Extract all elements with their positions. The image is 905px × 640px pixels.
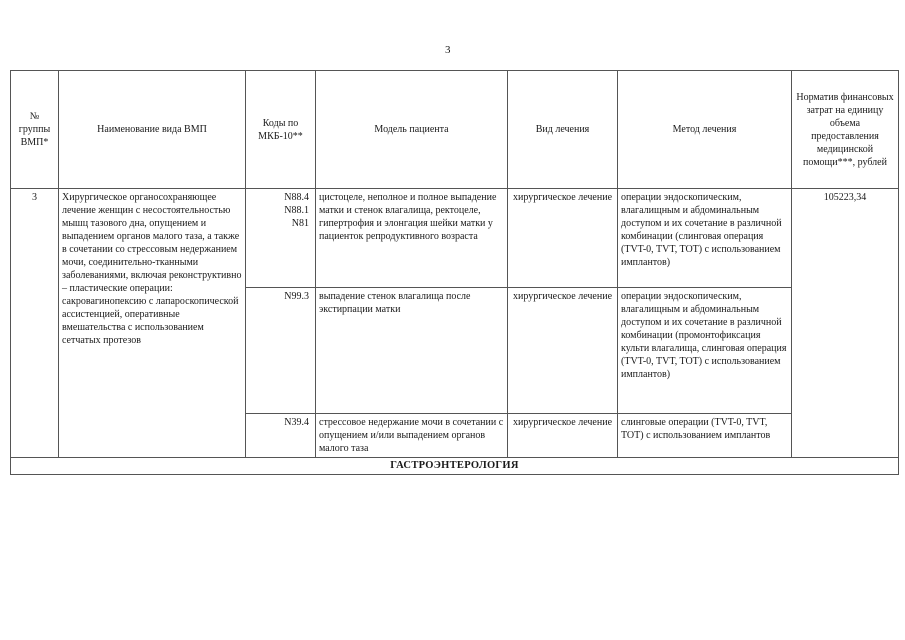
group-number: 3 (11, 189, 59, 414)
section-heading: ГАСТРОЭНТЕРОЛОГИЯ (11, 458, 899, 475)
treatment-type: хирургическое лечение (508, 288, 618, 414)
icd-codes: N88.4 N88.1 N81 (246, 189, 316, 288)
icd-codes: N99.3 (246, 288, 316, 414)
treatment-type: хирургическое лечение (508, 414, 618, 458)
patient-model: цистоцеле, неполное и полное выпадение матки и стенок влагалища, ректоцеле, гипертрофия и элонгация шейки матки у пациенток репродуктивного возраста (316, 189, 508, 288)
header-row (11, 71, 899, 189)
icd-codes: N39.4 (246, 414, 316, 458)
header-cost-norm: Норматив финансовых затрат на единицу объема предоставления медицинской помощи***, рублей (792, 71, 899, 189)
section-heading-row (11, 458, 899, 475)
vmp-table (10, 70, 899, 475)
header-patient-model: Модель пациента (316, 71, 508, 189)
table-row (11, 189, 899, 288)
treatment-method: операции эндоскопическим, влагалищным и абдоминальным доступом и их сочетание в различной комбинации (слинговая операция (TVT-0, TVT, TOT) с использованием имплантов) (618, 189, 792, 288)
empty-cell (792, 414, 899, 458)
header-group-no: № группы ВМП* (11, 71, 59, 189)
header-treatment-method: Метод лечения (618, 71, 792, 189)
header-vmp-name: Наименование вида ВМП (59, 71, 246, 189)
treatment-method: слинговые операции (TVT-0, TVT, TOT) с использованием имплантов (618, 414, 792, 458)
patient-model: выпадение стенок влагалища после экстирпации матки (316, 288, 508, 414)
empty-cell (59, 414, 246, 458)
vmp-name: Хирургическое органосохраняющее лечение женщин с несостоятельностью мышц тазового дна, опущением и выпадением органов малого таза, а также в сочетании со стрессовым недержанием мочи, соединительно-тканными заболеваниями, включая реконструктивно – пластические операции: сакровагинопексию с лапароскопической ассистенцией, оперативные вмешательства с использованием сетчатых протезов (59, 189, 246, 414)
header-treatment-type: Вид лечения (508, 71, 618, 189)
patient-model: стрессовое недержание мочи в сочетании с опущением и/или выпадением органов малого таза (316, 414, 508, 458)
treatment-type: хирургическое лечение (508, 189, 618, 288)
table-row (11, 414, 899, 458)
page-number: 3 (445, 44, 451, 56)
empty-cell (11, 414, 59, 458)
treatment-method: операции эндоскопическим, влагалищным и абдоминальным доступом и их сочетание в различной комбинации (промонтофиксация культи влагалища, слинговая операция (TVT-0, TVT, TOT) с использованием имплантов) (618, 288, 792, 414)
header-icd-codes: Коды по МКБ-10** (246, 71, 316, 189)
cost-value: 105223,34 (792, 189, 899, 414)
